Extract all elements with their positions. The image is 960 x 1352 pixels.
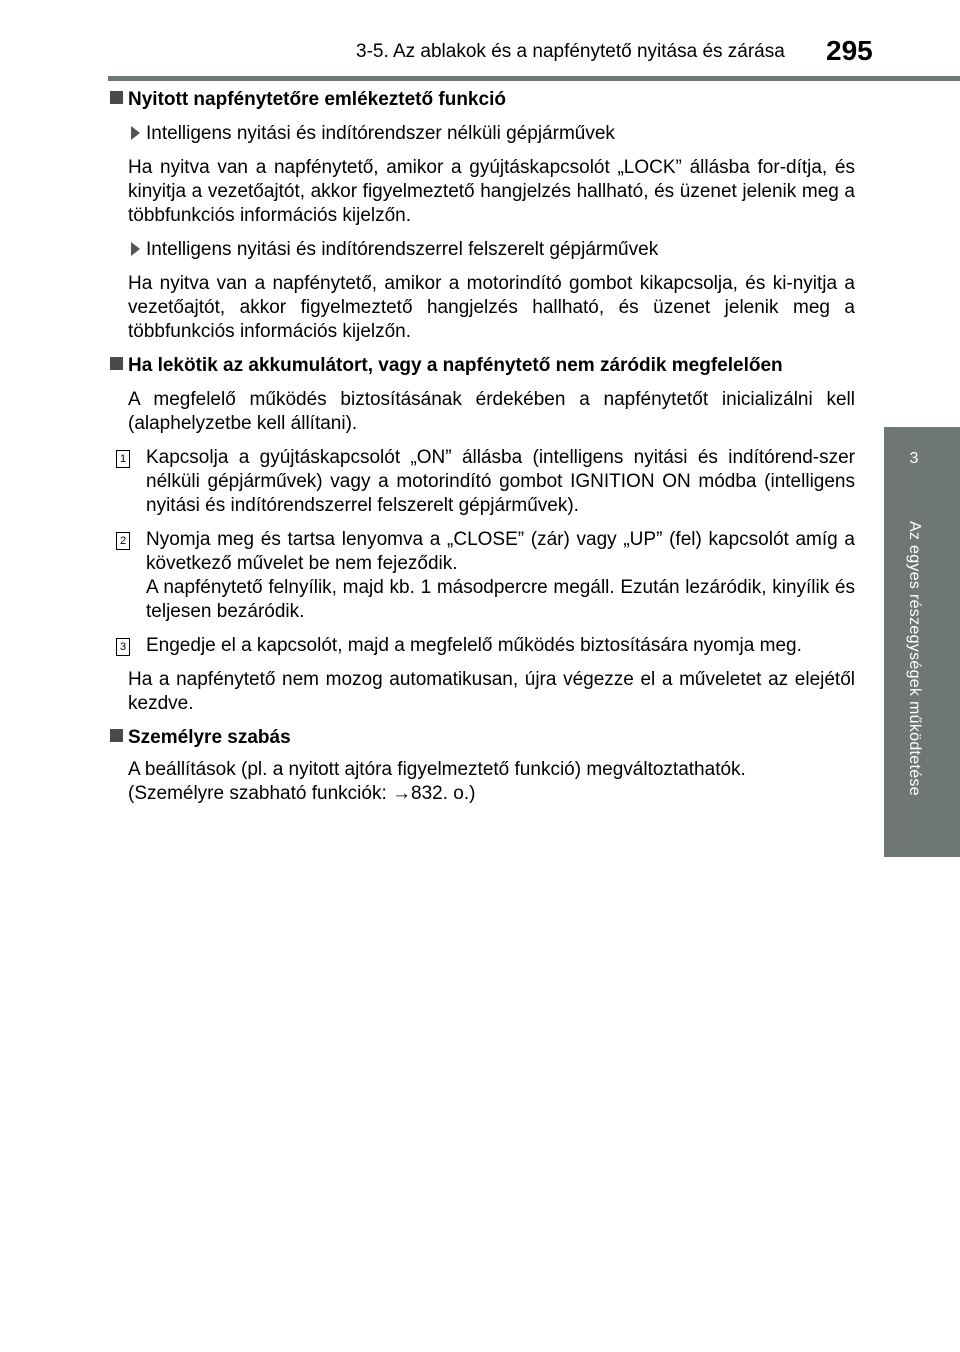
page-number: 295 xyxy=(826,35,873,66)
case-text: Ha nyitva van a napfénytető, amikor a motorindító gombot kikapcsolja, és ki-nyitja a vezetőajtót, akkor figyelmeztető hangjelzés hallható, és üzenet jelenik meg a többfunkciós információs kijelzőn. xyxy=(128,273,855,342)
reminder-heading: Nyitott napfénytetőre emlékeztető funkció xyxy=(110,88,855,112)
step-number-badge: 1 xyxy=(116,450,130,468)
step-number-badge: 2 xyxy=(116,532,130,550)
battery-intro: A megfelelő működés biztosításának érdekében a napfénytetőt inicializálni kell (alaphelyzetbe kell állítani). xyxy=(128,389,855,434)
chapter-tab xyxy=(884,427,960,857)
case-label: Intelligens nyitási és indítórendszer nélküli gépjárművek xyxy=(110,122,855,146)
square-bullet-icon xyxy=(110,729,123,742)
battery-heading: Ha lekötik az akkumulátort, vagy a napfénytető nem záródik megfelelően xyxy=(110,354,855,378)
case-text: Ha nyitva van a napfénytető, amikor a gyújtáskapcsolót „LOCK” állásba for-dítja, és kinyitja a vezetőajtót, akkor figyelmeztető hangjelzés hallható, és üzenet jelenik meg a többfunkciós információs kijelzőn. xyxy=(128,157,855,226)
custom-text: A beállítások (pl. a nyitott ajtóra figyelmeztető funkció) megváltoztathatók. (Személyre szabható funkciók: →832. o.) xyxy=(128,759,746,804)
custom-heading: Személyre szabás xyxy=(110,726,855,750)
square-bullet-icon xyxy=(110,91,123,104)
case-label: Intelligens nyitási és indítórendszerrel felszerelt gépjárművek xyxy=(110,238,855,262)
page-content xyxy=(110,88,855,816)
step-item: 2 Nyomja meg és tartsa lenyomva a „CLOSE” (zár) vagy „UP” (fel) kapcsolót amíg a következő művelet be nem fejeződik. A napfénytető felnyílik, majd kb. 1 másodpercre megáll. Ezután lezáródik, kinyílik és teljesen bezáródik. xyxy=(110,528,855,624)
header-rule xyxy=(108,76,960,81)
section-title: 3-5. Az ablakok és a napfénytető nyitása és zárása xyxy=(356,41,785,62)
square-bullet-icon xyxy=(110,357,123,370)
chapter-number: 3 xyxy=(909,450,919,467)
chapter-label: Az egyes részegységek működtetése xyxy=(906,521,923,796)
triangle-bullet-icon xyxy=(131,126,140,140)
page-reference: (Személyre szabható funkciók: →832. o.) xyxy=(128,783,476,804)
battery-note: Ha a napfénytető nem mozog automatikusan, újra végezze el a műveletet az elejétől kezdve. xyxy=(128,669,855,714)
step-item: 3 Engedje el a kapcsolót, majd a megfelelő működés biztosítására nyomja meg. xyxy=(110,634,855,658)
step-item: 1 Kapcsolja a gyújtáskapcsolót „ON” állásba (intelligens nyitási és indítórend-szer nélküli gépjárművek) vagy a motorindító gombot IGNITION ON módba (intelligens nyitási és indítórendszerrel felszerelt gépjárművek). xyxy=(110,446,855,518)
triangle-bullet-icon xyxy=(131,242,140,256)
step-number-badge: 3 xyxy=(116,638,130,656)
